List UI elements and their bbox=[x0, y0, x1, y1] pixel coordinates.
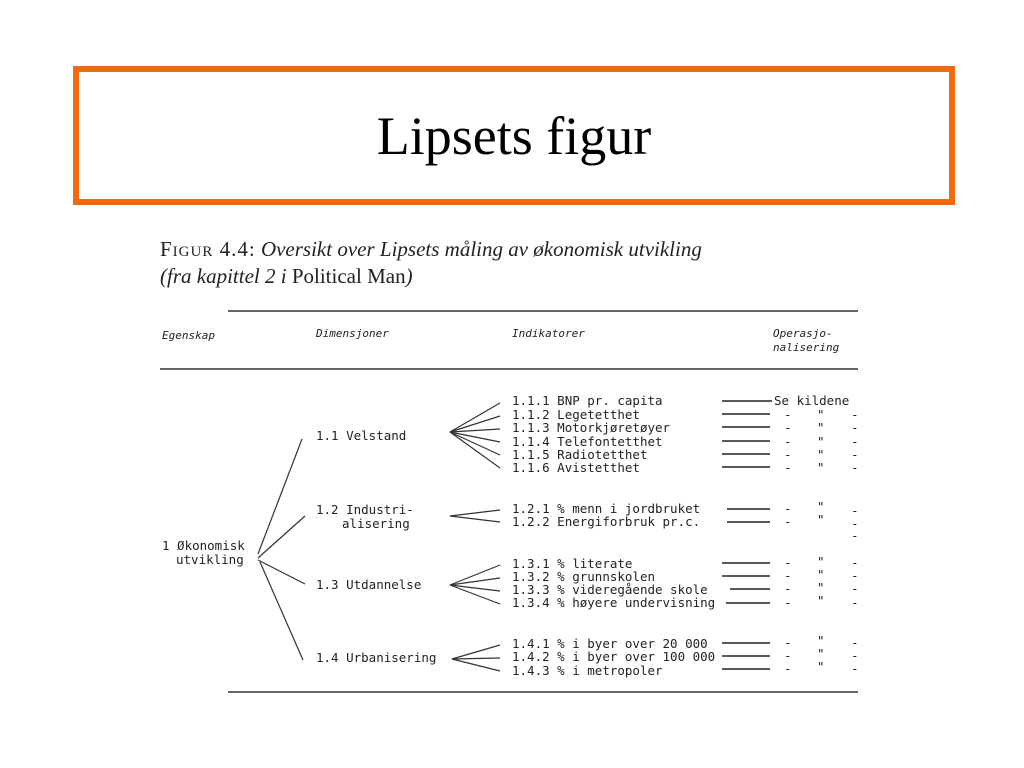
ditto-dash: - bbox=[851, 528, 859, 543]
ditto-dash: - bbox=[784, 648, 792, 663]
ditto-quote: " bbox=[817, 420, 825, 435]
ditto-dash: - bbox=[851, 635, 859, 650]
ditto-quote: " bbox=[817, 554, 825, 569]
header-dimensjoner: Dimensjoner bbox=[316, 327, 389, 340]
caption-source-close: ) bbox=[405, 264, 413, 288]
ditto-quote: " bbox=[817, 460, 825, 475]
caption-title: Oversikt over Lipsets måling av økonomisk utvikling bbox=[260, 237, 702, 261]
indicator-row: 1.2.1 % menn i jordbruket bbox=[512, 501, 701, 516]
ditto-quote: " bbox=[817, 593, 825, 608]
ditto-dash: - bbox=[784, 581, 792, 596]
ditto-dash: - bbox=[784, 635, 792, 650]
ditto-dash: - bbox=[784, 555, 792, 570]
ditto-dash: - bbox=[851, 420, 859, 435]
root-label-2: utvikling bbox=[176, 552, 244, 567]
ditto-quote: " bbox=[817, 633, 825, 648]
ditto-dash: - bbox=[851, 661, 859, 676]
ditto-dash: - bbox=[851, 648, 859, 663]
indicator-row: 1.2.2 Energiforbruk pr.c. bbox=[512, 514, 701, 529]
ditto-dash: - bbox=[784, 661, 792, 676]
ditto-quote: " bbox=[817, 407, 825, 422]
root-label-1: 1 Økonomisk bbox=[162, 538, 245, 553]
dimension-urbanisering: 1.4 Urbanisering bbox=[316, 650, 437, 665]
slide-title: Lipsets figur bbox=[376, 105, 652, 166]
header-egenskap: Egenskap bbox=[162, 329, 215, 342]
ditto-dash: - bbox=[784, 568, 792, 583]
indicator-row: 1.4.3 % i metropoler bbox=[512, 663, 663, 678]
caption-source-book: Political Man bbox=[291, 264, 406, 288]
ditto-marks bbox=[784, 407, 859, 676]
ditto-dash: - bbox=[784, 420, 792, 435]
root-branches bbox=[258, 439, 305, 660]
ditto-dash: - bbox=[784, 447, 792, 462]
ditto-dash: - bbox=[851, 595, 859, 610]
indicator-row: 1.4.2 % i byer over 100 000 bbox=[512, 649, 716, 664]
ditto-dash: - bbox=[784, 407, 792, 422]
indicator-row: 1.1.1 BNP pr. capita bbox=[512, 393, 663, 408]
operationalization-source: Se kildene bbox=[774, 393, 850, 408]
header-operasjo-2: nalisering bbox=[773, 341, 840, 354]
figure-label: Figur 4.4: bbox=[160, 237, 256, 261]
indicator-row: 1.3.1 % literate bbox=[512, 556, 633, 571]
ditto-quote: " bbox=[817, 646, 825, 661]
ditto-dash: - bbox=[851, 460, 859, 475]
indicator-row: 1.1.6 Avistetthet bbox=[512, 460, 640, 475]
ditto-dash: - bbox=[784, 460, 792, 475]
indicator-row: 1.1.2 Legetetthet bbox=[512, 407, 640, 422]
ditto-dash: - bbox=[851, 434, 859, 449]
caption-source-open: (fra kapittel 2 i bbox=[160, 264, 292, 288]
indicator-row: 1.1.5 Radiotetthet bbox=[512, 447, 648, 462]
ditto-dash: - bbox=[784, 501, 792, 516]
ditto-dash: - bbox=[851, 555, 859, 570]
dimension-industrialisering-1: 1.2 Industri- bbox=[316, 502, 414, 517]
dimension-fans bbox=[450, 403, 500, 671]
ditto-dash: - bbox=[784, 514, 792, 529]
ditto-dash: - bbox=[851, 581, 859, 596]
indicator-row: 1.4.1 % i byer over 20 000 bbox=[512, 636, 708, 651]
ditto-dash: - bbox=[784, 434, 792, 449]
dimension-industrialisering-2: alisering bbox=[342, 516, 410, 531]
ditto-quote: " bbox=[817, 567, 825, 582]
header-indikatorer: Indikatorer bbox=[512, 327, 585, 340]
ditto-quote: " bbox=[817, 659, 825, 674]
ditto-dash: - bbox=[784, 595, 792, 610]
ditto-dash: - bbox=[851, 447, 859, 462]
indicator-row: 1.1.4 Telefontetthet bbox=[512, 434, 663, 449]
ditto-quote: " bbox=[817, 499, 825, 514]
ditto-quote: " bbox=[817, 512, 825, 527]
ditto-dash: - bbox=[851, 503, 859, 518]
ditto-quote: " bbox=[817, 580, 825, 595]
indicator-row: 1.3.2 % grunnskolen bbox=[512, 569, 656, 584]
indicator-row: 1.3.4 % høyere undervisning bbox=[512, 595, 716, 610]
operationalization-lines bbox=[722, 401, 772, 669]
ditto-quote: " bbox=[817, 447, 825, 462]
dimension-utdannelse: 1.3 Utdannelse bbox=[316, 577, 422, 592]
dimension-velstand: 1.1 Velstand bbox=[316, 428, 407, 443]
indicator-row: 1.3.3 % videregående skole bbox=[512, 582, 708, 597]
indicator-row: 1.1.3 Motorkjøretøyer bbox=[512, 420, 671, 435]
header-operasjo-1: Operasjo- bbox=[773, 327, 833, 340]
ditto-dash: - bbox=[851, 568, 859, 583]
ditto-dash: - bbox=[851, 516, 859, 531]
ditto-quote: " bbox=[817, 434, 825, 449]
ditto-dash: - bbox=[851, 407, 859, 422]
